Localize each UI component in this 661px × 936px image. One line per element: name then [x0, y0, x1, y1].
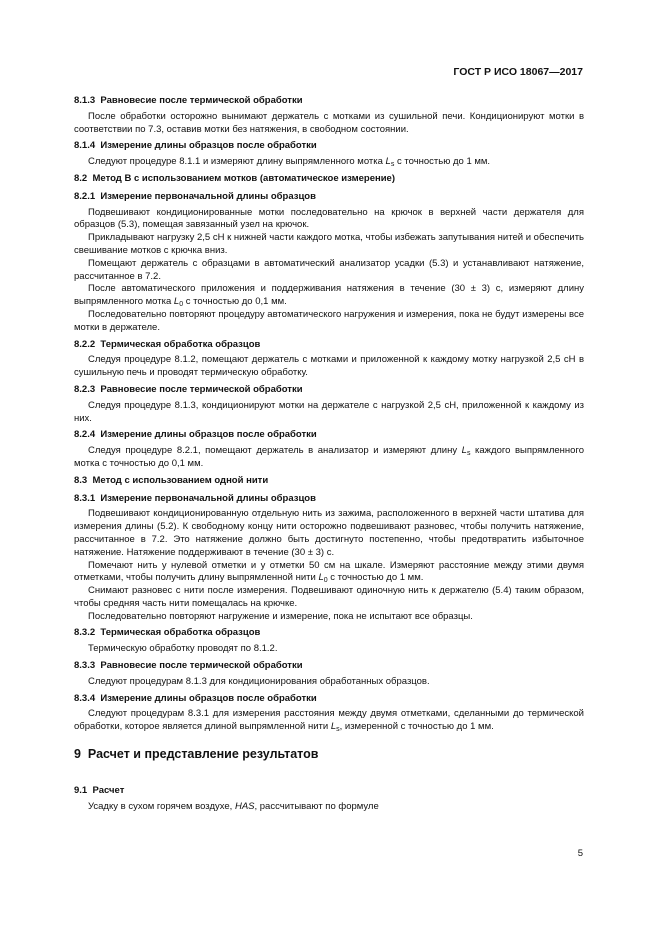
heading-title: Измерение длины образцов после обработки	[100, 140, 317, 152]
paragraph-8-3-1-2	[74, 560, 584, 586]
heading-number: 8.2.4	[74, 429, 96, 441]
heading-title: Измерение первоначальной длины образцов	[100, 492, 316, 504]
paragraph-8-2-1-1: Подвешивают кондиционированные мотки последовательно на крючок в верхней части держателя для образцов (5.3), помещая завязанный узел на крючок.	[74, 206, 584, 231]
paragraph-8-2-2: Следуя процедуре 8.1.2, помещают держатель с мотками и приложенной к каждому мотку нагрузкой 2,5 сН в сушильную печь и проводят термическую обработку.	[74, 354, 584, 379]
heading-title: Метод с использованием одной нити	[92, 474, 269, 486]
paragraph-8-2-3: Следуя процедуре 8.1.3, кондиционируют мотки на держателе с нагрузкой 2,5 сН, приложенной к каждому из них.	[74, 399, 584, 424]
heading-number: 8.3.1	[74, 492, 96, 504]
text-span: Помечают нить у нулевой отметки и у отметки 50 см на шкале. Измеряют расстояние между этими двумя отметками, чтобы получить длину выпрямленной нити	[74, 559, 584, 584]
text-span: с точностью до 1 мм.	[394, 156, 491, 168]
text-span: Следуя процедуре 8.2.1, помещают держатель в анализатор и измеряют длину	[88, 445, 462, 457]
heading-title: Равновесие после термической обработки	[100, 660, 303, 672]
heading-title: Расчет	[92, 784, 125, 796]
heading-8-2-3	[74, 380, 584, 400]
variable-L: L	[330, 721, 337, 733]
heading-number: 8.2	[74, 172, 88, 184]
heading-title: Измерение длины образцов после обработки	[100, 692, 317, 704]
paragraph-8-2-4	[74, 445, 584, 471]
heading-title: Термическая обработка образцов	[100, 338, 261, 350]
subscript: 0	[179, 301, 184, 309]
text-span: с точностью до 0,1 мм.	[183, 296, 287, 308]
heading-8-3-3	[74, 656, 584, 676]
text-span: , измеренной с точностью до 1 мм.	[339, 721, 494, 733]
heading-number: 8.3	[74, 474, 88, 486]
heading-8-3	[74, 471, 584, 491]
paragraph-8-3-1-4: Последовательно повторяют нагружение и измерение, пока не испытают все образцы.	[88, 610, 473, 622]
document-header: ГОСТ Р ИСО 18067—2017	[453, 66, 583, 78]
heading-8-1-4	[74, 136, 584, 156]
paragraph-8-2-1-4	[74, 283, 584, 309]
heading-number: 8.1.4	[74, 140, 96, 152]
document-body	[74, 93, 584, 813]
paragraph-8-3-1-1: Подвешивают кондиционированную отдельную нить из зажима, расположенного в верхней части штатива для измерения длины (5.2). К свободному концу нити осторожно подвешивают разновес, чтобы получить натяжение, рассчитанное в 7.2. Это натяжение должно быть достигнуто постепенно, чтобы предотвратить избыточное натяжение. Натяжение поддерживают в течение (30 ± 3) с.	[74, 508, 584, 558]
heading-title: Метод В с использованием мотков (автоматическое измерение)	[92, 172, 396, 184]
text-span: с точностью до 1 мм.	[327, 572, 424, 584]
subscript: 0	[323, 577, 328, 585]
heading-number: 8.3.4	[74, 692, 96, 704]
text-span: , рассчитывают по формуле	[254, 800, 379, 812]
paragraph-8-2-1-5: Последовательно повторяют процедуру автоматического нагружения и измерения, пока не будут измерены все мотки в держателе.	[74, 308, 584, 333]
heading-9-1	[74, 783, 584, 801]
heading-8-2	[74, 169, 584, 189]
variable-L: L	[385, 156, 391, 168]
variable-L: L	[318, 572, 324, 584]
subscript: s	[390, 161, 395, 169]
variable-HAS: HAS	[234, 800, 255, 812]
heading-8-3-2	[74, 623, 584, 643]
paragraph-8-1-4	[74, 156, 584, 169]
heading-8-2-4	[74, 425, 584, 445]
text-span: Следуют процедуре 8.1.1 и измеряют длину выпрямленного мотка	[88, 156, 386, 168]
page-number: 5	[577, 848, 583, 859]
paragraph-8-2-1-2: Прикладывают нагрузку 2,5 сН к нижней части каждого мотка, чтобы избежать запутывания нитей и обеспечить свешивание мотков с крючка вниз.	[74, 232, 584, 256]
heading-8-2-1	[74, 189, 584, 207]
heading-number: 8.2.3	[74, 383, 96, 395]
heading-number: 8.1.3	[74, 95, 96, 106]
paragraph-8-2-1-3: Помещают держатель с образцами в автоматический анализатор усадки (5.3) и устанавливают натяжение, рассчитанное в 7.2.	[74, 257, 584, 282]
heading-number: 8.3.3	[74, 660, 96, 672]
text-span: После автоматического приложения и поддерживания натяжения в течение (30 ± 3) с, измеряют длину выпрямленного мотка	[74, 283, 584, 308]
heading-title: Равновесие после термической обработки	[100, 95, 303, 106]
paragraph-8-3-2: Термическую обработку проводят по 8.1.2.	[88, 643, 278, 655]
paragraph-9-1	[74, 801, 584, 814]
heading-8-2-2	[74, 335, 584, 355]
heading-title: Термическая обработка образцов	[100, 627, 261, 639]
variable-L: L	[173, 296, 180, 308]
subscript: s	[336, 726, 340, 734]
variable-L: L	[461, 445, 467, 457]
text-span: Усадку в сухом горячем воздухе,	[88, 800, 235, 812]
heading-8-1-3	[74, 93, 584, 111]
heading-section-9	[74, 734, 584, 783]
heading-8-3-1	[74, 491, 584, 509]
heading-number: 9.1	[74, 784, 88, 796]
heading-number: 9	[74, 747, 81, 762]
heading-number: 8.2.1	[74, 190, 96, 202]
paragraph-8-3-3: Следуют процедурам 8.1.3 для кондиционирования обработанных образцов.	[88, 675, 430, 687]
heading-title: Измерение первоначальной длины образцов	[100, 190, 316, 202]
subscript: s	[466, 450, 471, 458]
paragraph-8-3-1-3: Снимают разновес с нити после измерения. Подвешивают одиночную нить к держателю (5.4) таким образом, чтобы средняя часть нити помещалась на крючке.	[74, 585, 584, 609]
heading-title: Равновесие после термической обработки	[100, 383, 303, 395]
heading-number: 8.2.2	[74, 338, 96, 350]
heading-title: Измерение длины образцов после обработки	[100, 429, 317, 441]
text-span: Следуют процедурам 8.3.1 для измерения расстояния между двумя отметками, сделанными до термической обработки, которое является длиной выпрямленной нити	[74, 708, 584, 733]
paragraph-8-1-3: После обработки осторожно вынимают держатель с мотками из сушильной печи. Кондиционируют мотки в соответствии по 7.3, оставив мотки без натяжения, в свободном состоянии.	[74, 110, 584, 135]
heading-title: Расчет и представление результатов	[87, 747, 319, 762]
heading-number: 8.3.2	[74, 627, 96, 639]
text-span: каждого выпрямленного мотка с точностью до 0,1 мм.	[74, 445, 584, 469]
heading-8-3-4	[74, 689, 584, 709]
paragraph-8-3-4	[74, 708, 584, 734]
